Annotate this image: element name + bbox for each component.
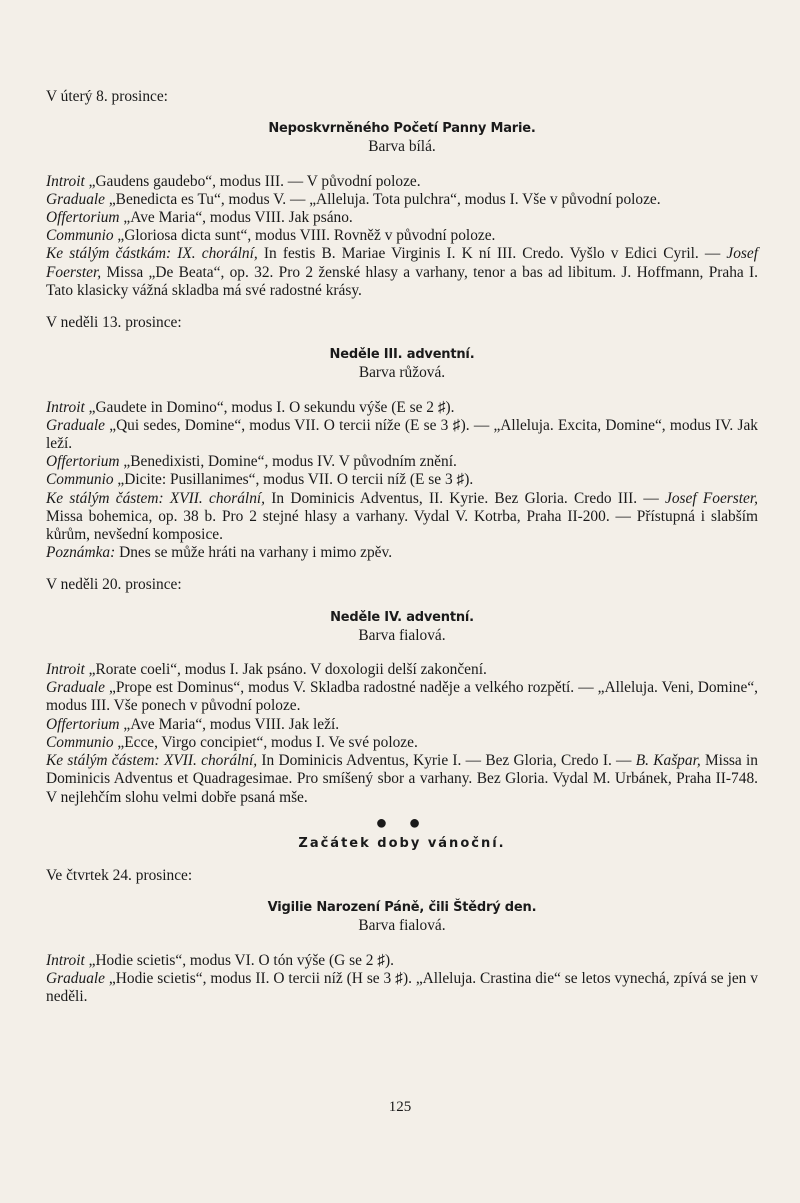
entry-text: Missa in Dominicis Adventus et Quadragesimae. Pro smíšený sbor a varhany. Bez Gloria. Vydal M. Urbánek, Praha II-748. V nejlehčím slohu velmi dobře psaná mše. bbox=[46, 752, 758, 806]
entry-text: Dnes se může hráti na varhany i mimo zpěv. bbox=[115, 544, 393, 562]
introit-entry bbox=[46, 173, 758, 191]
entry-text: „Qui sedes, Domine“, modus VII. O tercii níže (E se 3 ♯). — „Alleluja. Excita, Domine“, modus IV. Jak leží. bbox=[46, 416, 758, 453]
entry-label: Communio bbox=[46, 733, 114, 751]
liturgical-color: Barva růžová. bbox=[358, 364, 446, 382]
entry-text: In Dominicis Adventus, II. Kyrie. Bez Gloria. Credo III. — bbox=[265, 489, 665, 507]
entry-label: Offertorium bbox=[46, 453, 120, 471]
introit-entry bbox=[46, 661, 758, 679]
composer-name: B. Kašpar, bbox=[635, 752, 701, 770]
entry-label: Ke stálým částem: XVII. chorální, bbox=[46, 752, 258, 770]
entry-label: Ke stálým částkám: IX. chorální, bbox=[46, 245, 258, 263]
date-8-december: V úterý 8. prosince: bbox=[46, 88, 168, 105]
ordinary-entry bbox=[46, 752, 758, 807]
section-divider-dots: ● ● bbox=[375, 811, 429, 834]
feast-heading: Neděle IV. adventní. bbox=[330, 609, 474, 625]
introit-entry bbox=[46, 952, 758, 970]
offertorium-entry bbox=[46, 209, 758, 227]
graduale-entry bbox=[46, 970, 758, 1006]
entry-label: Offertorium bbox=[46, 715, 120, 733]
ordinary-entry bbox=[46, 490, 758, 545]
entry-label: Graduale bbox=[46, 190, 105, 208]
liturgical-color: Barva fialová. bbox=[358, 626, 446, 644]
liturgical-color: Barva fialová. bbox=[358, 917, 446, 935]
entry-label: Poznámka: bbox=[46, 544, 116, 562]
entry-text: „Dicite: Pusillanimes“, modus VII. O tercii níž (E se 3 ♯). bbox=[113, 471, 474, 489]
composer-name: Josef Foerster, bbox=[46, 245, 759, 281]
entry-text: „Prope est Dominus“, modus V. Skladba radostné naděje a velkého rozpětí. — „Alleluja. Veni, Domine“, modus III. Vše ponech v původní poloze. bbox=[46, 679, 758, 715]
feast-heading: Vigilie Narození Páně, čili Štědrý den. bbox=[267, 900, 537, 916]
entry-text: „Ecce, Virgo concipiet“, modus I. Ve své poloze. bbox=[113, 733, 418, 751]
page-content bbox=[46, 88, 758, 1006]
entry-text: „Gaudens gaudebo“, modus III. — V původní poloze. bbox=[84, 172, 421, 190]
entry-text: „Rorate coeli“, modus I. Jak psáno. V doxologii delší zakončení. bbox=[84, 661, 487, 679]
entry-label: Communio bbox=[46, 471, 114, 489]
entry-text: „Benedicta es Tu“, modus V. — „Alleluja. Tota pulchra“, modus I. Vše v původní poloze. bbox=[105, 190, 661, 208]
communio-entry bbox=[46, 471, 758, 489]
entry-text: Missa bohemica, op. 38 b. Pro 2 stejné hlasy a varhany. Vydal V. Kotrba, Praha II-200. — Přístupná i slabším kůrům, nevšední komposice. bbox=[46, 507, 758, 544]
entry-text: „Gloriosa dicta sunt“, modus VIII. Rovněž v původní poloze. bbox=[113, 227, 496, 245]
entry-text: Missa „De Beata“, op. 32. Pro 2 ženské hlasy a varhany, tenor a bas ad libitum. J. Hoffmann, Praha I. Tato klasicky vážná skladba má své radostné krásy. bbox=[46, 263, 758, 299]
entry-text: In festis B. Mariae Virginis I. K ní III. Credo. Vyšlo v Edici Cyril. — bbox=[257, 245, 727, 263]
entry-text: „Hodie scietis“, modus II. O tercii níž (H se 3 ♯). „Alleluja. Crastina die“ se letos vynechá, zpívá se jen v neděli. bbox=[46, 969, 758, 1005]
note-entry bbox=[46, 544, 758, 562]
entry-label: Communio bbox=[46, 227, 114, 245]
date-13-december: V neděli 13. prosince: bbox=[46, 314, 182, 332]
entry-text: „Ave Maria“, modus VIII. Jak leží. bbox=[119, 715, 340, 733]
page-number: 125 bbox=[388, 1099, 412, 1115]
liturgical-color: Barva bílá. bbox=[368, 138, 436, 156]
graduale-entry bbox=[46, 191, 758, 209]
entry-label: Introit bbox=[46, 951, 85, 969]
date-24-december: Ve čtvrtek 24. prosince: bbox=[46, 866, 193, 884]
communio-entry bbox=[46, 227, 758, 245]
entry-text: In Dominicis Adventus, Kyrie I. — Bez Gloria, Credo I. — bbox=[257, 752, 636, 770]
communio-entry bbox=[46, 734, 758, 752]
introit-entry bbox=[46, 399, 758, 417]
entry-label: Graduale bbox=[46, 969, 105, 987]
entry-label: Graduale bbox=[46, 416, 105, 434]
entry-text: „Hodie scietis“, modus VI. O tón výše (G se 2 ♯). bbox=[84, 951, 394, 969]
entry-text: „Benedixisti, Domine“, modus IV. V původním znění. bbox=[119, 453, 457, 471]
feast-heading: Neposkvrněného Početí Panny Marie. bbox=[268, 121, 536, 137]
entry-label: Offertorium bbox=[46, 209, 120, 227]
graduale-entry bbox=[46, 679, 758, 715]
entry-label: Introit bbox=[46, 398, 85, 416]
offertorium-entry bbox=[46, 453, 758, 471]
offertorium-entry bbox=[46, 716, 758, 734]
graduale-entry bbox=[46, 417, 758, 453]
entry-label: Graduale bbox=[46, 679, 105, 697]
entry-label: Ke stálým částem: XVII. chorální, bbox=[46, 489, 266, 507]
entry-text: „Ave Maria“, modus VIII. Jak psáno. bbox=[119, 209, 353, 227]
season-heading: Začátek doby vánoční. bbox=[298, 835, 506, 851]
composer-name: Josef Foerster, bbox=[664, 489, 758, 507]
feast-heading: Neděle III. adventní. bbox=[329, 347, 475, 363]
entry-label: Introit bbox=[46, 661, 85, 679]
date-20-december: V neděli 20. prosince: bbox=[46, 576, 182, 594]
ordinary-entry bbox=[46, 245, 758, 300]
entry-text: „Gaudete in Domino“, modus I. O sekundu výše (E se 2 ♯). bbox=[84, 398, 455, 416]
entry-label: Introit bbox=[46, 172, 85, 190]
